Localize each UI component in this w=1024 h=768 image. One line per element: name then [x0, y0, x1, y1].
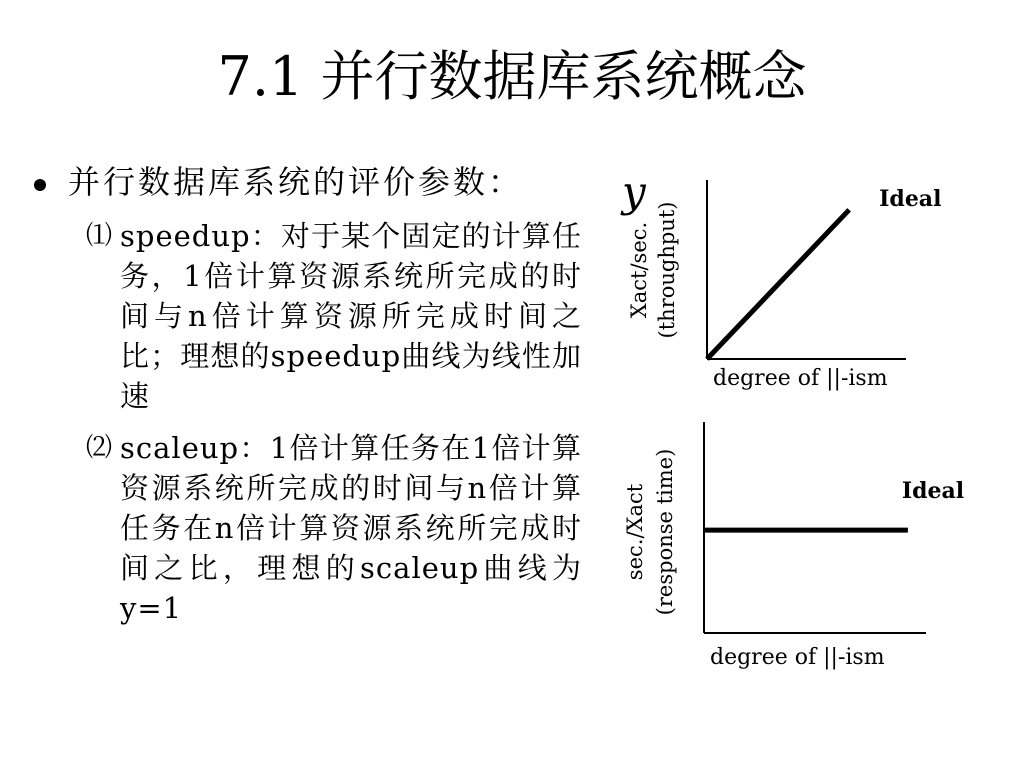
item-number: ⑵ [86, 433, 113, 463]
list-item-scaleup [86, 428, 582, 628]
series-label: Ideal [879, 185, 942, 212]
speedup-chart-svg [610, 170, 970, 400]
x-axis-label: degree of ||-ism [713, 366, 888, 391]
ideal-series-line [707, 210, 849, 359]
item-number: ⑴ [86, 221, 113, 251]
list-item-speedup [86, 216, 582, 416]
x-axis-label: degree of ||-ism [710, 645, 885, 670]
bullet-heading [34, 160, 604, 204]
speedup-chart [610, 170, 970, 400]
y-axis-label-line1: sec./Xact [623, 483, 647, 581]
scaleup-chart-svg [610, 412, 970, 680]
series-label: Ideal [901, 478, 965, 505]
scaleup-chart [610, 412, 970, 680]
y-glyph: y [622, 170, 646, 216]
slide-title: 7.1 并行数据库系统概念 [217, 45, 807, 108]
y-axis-label-line2: (throughput) [655, 201, 679, 339]
item-text: scaleup：1倍计算任务在1倍计算资源系统所完成的时间与n倍计算任务在n倍计算资源系统所完成时间之比，理想的scaleup曲线为y=1 [120, 431, 582, 625]
bullet-text: 并行数据库系统的评价参数： [68, 163, 524, 201]
y-axis-label-line2: (response time) [653, 448, 677, 616]
item-text: speedup：对于某个固定的计算任务，1倍计算资源系统所完成的时间与n倍计算资源所完成时间之比；理想的speedup曲线为线性加速 [120, 219, 582, 413]
y-axis-label-line1: Xact/sec. [627, 221, 651, 319]
bullet-dot-icon [34, 179, 46, 191]
